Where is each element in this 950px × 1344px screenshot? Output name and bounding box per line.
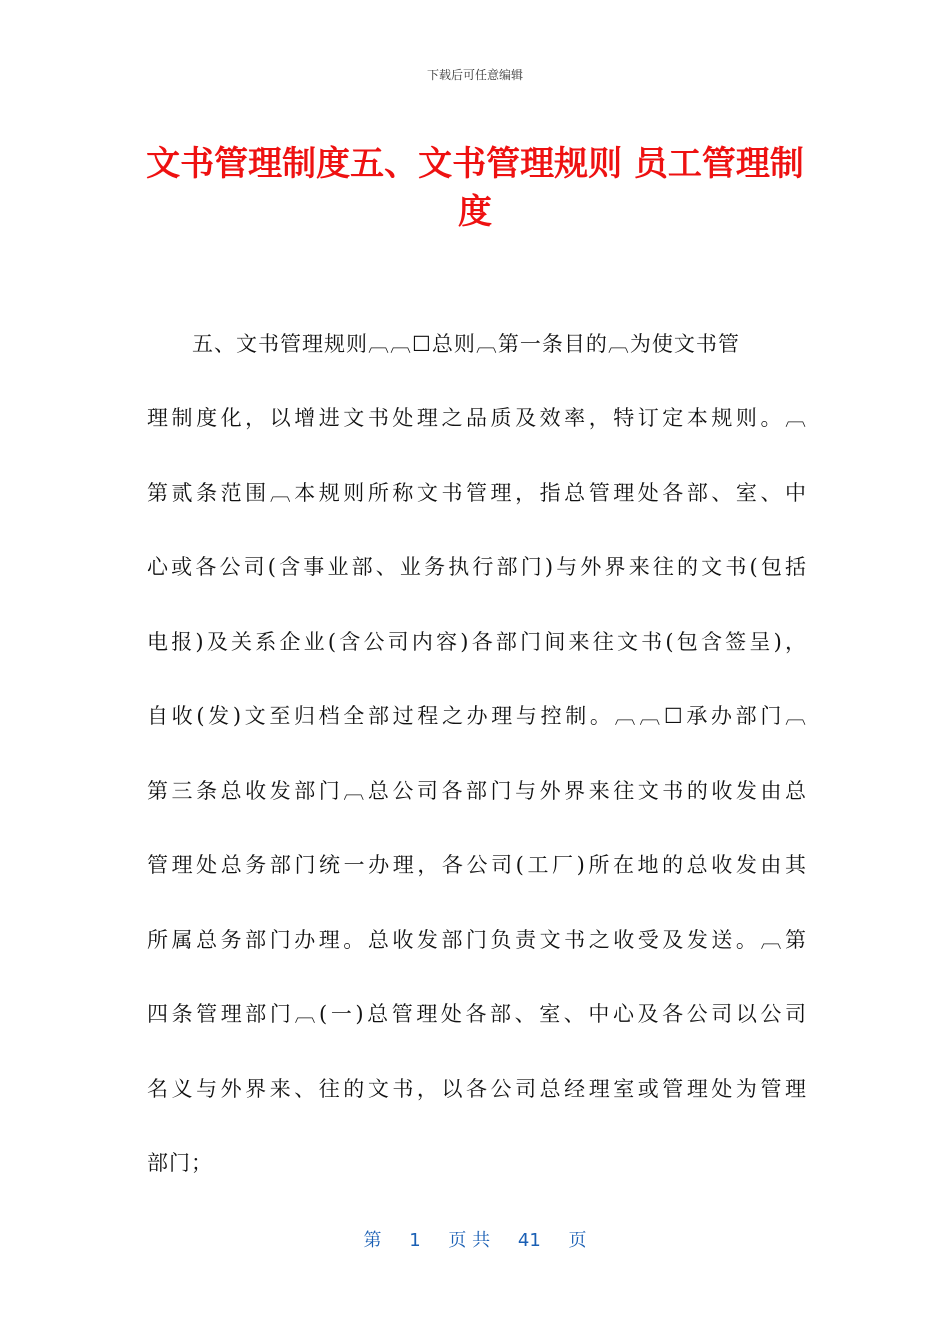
body-line-6: 自收(发)文至归档全部过程之办理与控制。︹︹☐承办部门︹ [147, 704, 807, 728]
page-label: 第 [363, 1230, 382, 1251]
body-line-11: 名义与外界来、往的文书，以各公司总经理室或管理处为管理 [147, 1077, 807, 1101]
body-line-2: 理制度化，以增进文书处理之品质及效率，特订定本规则。︹ [147, 406, 807, 430]
page-footer [0, 1226, 950, 1252]
body-line-10: 四条管理部门︹(一)总管理处各部、室、中心及各公司以公司 [147, 1002, 807, 1026]
header-note: 下载后可任意编辑 [426, 68, 523, 82]
body-line-1: 五、文书管理规则︹︹☐总则︹第一条目的︹为使文书管 [192, 332, 740, 356]
body-line-5: 电报)及关系企业(含公司内容)各部门间来往文书(包含签呈)， [147, 630, 807, 654]
body-line-3: 第贰条范围︹本规则所称文书管理，指总管理处各部、室、中 [147, 481, 807, 505]
body-line-12: 部门； [147, 1151, 213, 1175]
body-line-8: 管理处总务部门统一办理，各公司(工厂)所在地的总收发由其 [147, 853, 807, 877]
page-current: 1 [409, 1230, 421, 1251]
body-line-7: 第三条总收发部门︹总公司各部门与外界来往文书的收发由总 [147, 779, 807, 803]
page-mid: 页 共 [448, 1230, 491, 1251]
page-suffix: 页 [568, 1230, 587, 1251]
body-line-4: 心或各公司(含事业部、业务执行部门)与外界来往的文书(包括 [147, 555, 807, 579]
page-total: 41 [517, 1230, 541, 1251]
body-line-9: 所属总务部门办理。总收发部门负责文书之收受及发送。︹第 [147, 928, 807, 952]
document-title: 文书管理制度五、文书管理规则 员工管理制度 [146, 144, 804, 232]
